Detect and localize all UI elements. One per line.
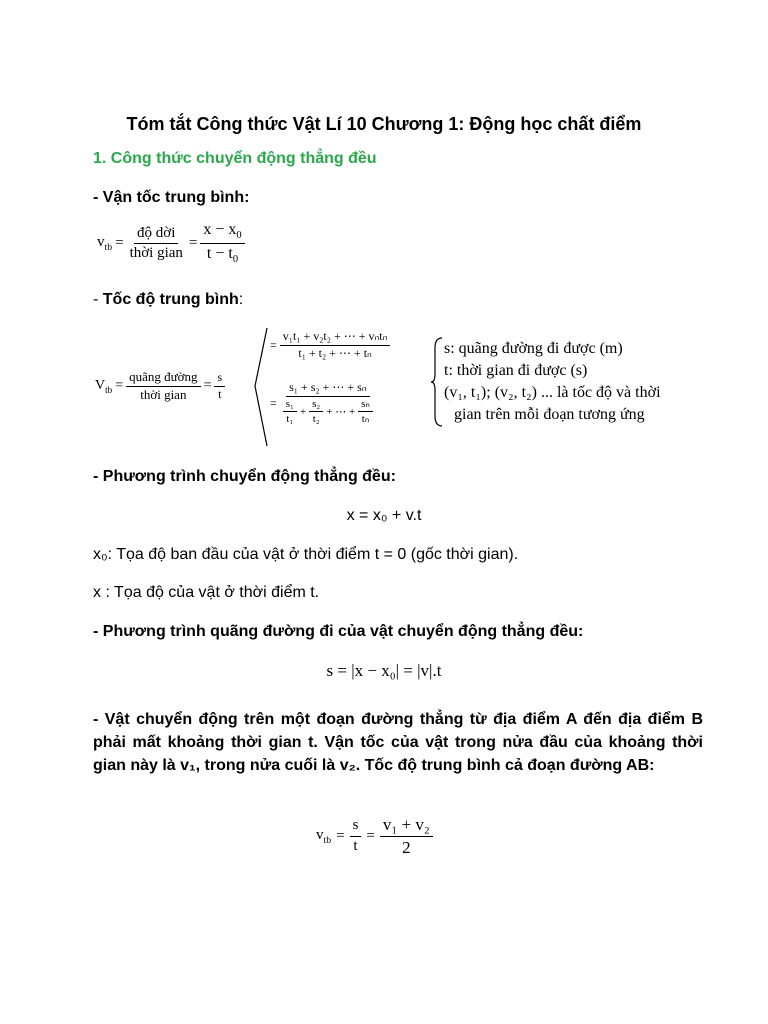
motion-eq-heading: - Phương trình chuyển động thẳng đều:: [93, 468, 396, 485]
avg-speed-heading: - Tốc độ trung bình:: [93, 291, 244, 308]
fraction-x-over-t: $\frac{x - x_0}{t - t_0}$: [200, 221, 244, 266]
motion-eq-formula: x = x₀ + v.t: [346, 507, 422, 524]
formula-lhs: $v_{tb}$: [97, 234, 113, 254]
distance-eq-heading: - Phương trình quãng đường đi của vật chuyển động thẳng đều:: [93, 623, 584, 640]
distance-eq-formula: s = |x − x₀| = |v|.t: [326, 661, 442, 680]
problem-formula: $v_{tb}$ = $\frac{s}{t}$ = $\frac{\text{v₁ + v₂}}{2}$: [316, 815, 433, 857]
fraction-displacement-time: $\frac{\text{độ dời}}{\text{thời gian}}$: [129, 224, 183, 262]
angle-bracket-icon: [253, 326, 269, 448]
avg-velocity-formula: $v_{tb}$ = $\frac{\text{độ dời}}{\text{thời gian}}$ = $\frac{x - x_0}{t - t_0}$: [97, 221, 245, 266]
curly-brace-icon: [430, 336, 444, 428]
avg-speed-case-1: = $\frac{\text{v₁t₁ + v₂t₂ + ⋯ + vₙtₙ}}{\text{t₁ + t₂ + ⋯ + tₙ}}$: [270, 330, 390, 361]
problem-text: - Vật chuyển động trên một đoạn đường thẳng từ địa điểm A đến địa điểm B phải mất khoảng thời gian t. Vận tốc của vật trong nửa đầu của khoảng thời gian này là v₁, trong nửa cuối là v₂. Tốc độ trung bình cả đoạn đường AB:: [93, 711, 703, 774]
avg-speed-notes: s: quãng đường đi được (m) t: thời gian đi được (s) (v₁, t₁); (v₂, t₂) ... là tốc độ và thời gian trên mỗi đoạn tương ứng: [444, 340, 661, 423]
avg-speed-case-2: = s₁ + s₂ + ⋯ + sₙ $\frac{\text{s₁}}{\text{t₁}}$ + $\frac{\text{s₂}}{\text{t₂}}$ + ⋯ + $\frac{\text{sₙ}}{\text{tₙ}}$: [270, 381, 376, 426]
fraction-distance-time: $\frac{\text{quãng đường}}{\text{thời gian}}$: [126, 370, 200, 403]
fraction-s-over-t: $\frac{s}{t}$: [214, 371, 225, 402]
avg-speed-lhs: $V_{tb}$ = $\frac{\text{quãng đường}}{\text{thời gian}}$ = $\frac{s}{t}$: [95, 370, 225, 403]
page-title: Tóm tắt Công thức Vật Lí 10 Chương 1: Động học chất điểm: [126, 114, 642, 134]
avg-velocity-heading: - Vận tốc trung bình:: [93, 189, 250, 206]
section-heading: 1. Công thức chuyển động thẳng đều: [93, 150, 377, 167]
motion-eq-desc-x0: x₀: Tọa độ ban đầu của vật ở thời điểm t = 0 (gốc thời gian).: [93, 546, 519, 563]
motion-eq-desc-x: x : Tọa độ của vật ở thời điểm t.: [93, 584, 320, 601]
